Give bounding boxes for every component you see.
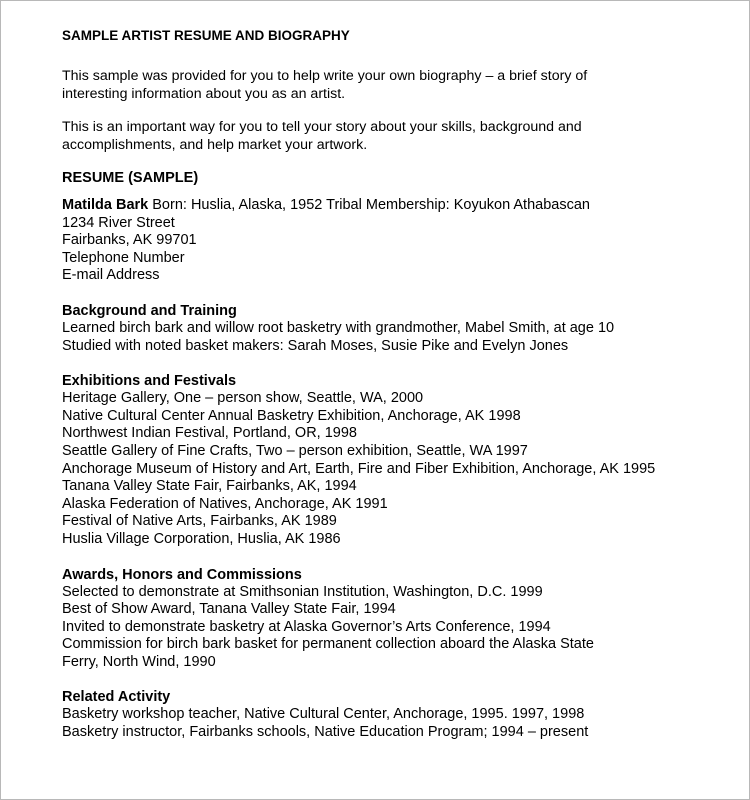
tribal-membership: Tribal Membership: Koyukon Athabascan [326, 197, 590, 213]
list-item: Seattle Gallery of Fine Crafts, Two – person exhibition, Seattle, WA 1997 [62, 442, 528, 459]
list-item: Studied with noted basket makers: Sarah Moses, Susie Pike and Evelyn Jones [62, 337, 569, 354]
list-item: Native Cultural Center Annual Basketry Exhibition, Anchorage, AK 1998 [62, 407, 521, 424]
intro-paragraph: This sample was provided for you to help write your own biography – a brief story of interesting information about you as an artist. [62, 68, 588, 102]
section-heading: Awards, Honors and Commissions [62, 566, 302, 583]
list-item: Festival of Native Arts, Fairbanks, AK 1989 [62, 513, 337, 530]
list-item: Northwest Indian Festival, Portland, OR, 1998 [62, 425, 357, 442]
city-address: Fairbanks, AK 99701 [62, 232, 197, 249]
intro-section [62, 67, 742, 154]
list-item: Anchorage Museum of History and Art, Earth, Fire and Fiber Exhibition, Anchorage, AK 1995 [62, 460, 656, 477]
list-item: Best of Show Award, Tanana Valley State Fair, 1994 [62, 601, 396, 618]
document-title: SAMPLE ARTIST RESUME AND BIOGRAPHY [62, 28, 350, 43]
resume-document [62, 27, 742, 759]
section-heading: Related Activity [62, 689, 171, 706]
list-item: Learned birch bark and willow root basketry with grandmother, Mabel Smith, at age 10 [62, 319, 615, 336]
contact-block [62, 197, 742, 285]
list-item: Invited to demonstrate basketry at Alaska Governor’s Arts Conference, 1994 [62, 618, 551, 635]
related-section [62, 688, 742, 741]
street-address: 1234 River Street [62, 214, 175, 231]
section-heading: Exhibitions and Festivals [62, 373, 237, 390]
email: E-mail Address [62, 267, 160, 284]
exhibitions-section [62, 372, 742, 548]
born-info: Born: Huslia, Alaska, 1952 [152, 197, 323, 213]
list-item: Basketry workshop teacher, Native Cultural Center, Anchorage, 1995. 1997, 1998 [62, 706, 585, 723]
artist-name: Matilda Bark [62, 197, 149, 213]
list-item: Selected to demonstrate at Smithsonian Institution, Washington, D.C. 1999 [62, 583, 543, 600]
intro-paragraph: This is an important way for you to tell your story about your skills, background and accomplishments, and help market your artwork. [62, 119, 582, 153]
list-item: Tanana Valley State Fair, Fairbanks, AK, 1994 [62, 478, 357, 495]
list-item: Heritage Gallery, One – person show, Seattle, WA, 2000 [62, 390, 424, 407]
list-item: Huslia Village Corporation, Huslia, AK 1986 [62, 530, 341, 547]
section-heading: Background and Training [62, 302, 237, 319]
awards-section [62, 566, 742, 672]
list-item: Alaska Federation of Natives, Anchorage, AK 1991 [62, 495, 388, 512]
background-section [62, 302, 742, 355]
name-line [62, 197, 742, 215]
resume-heading: RESUME (SAMPLE) [62, 170, 199, 186]
telephone: Telephone Number [62, 249, 185, 266]
list-item: Basketry instructor, Fairbanks schools, Native Education Program; 1994 – present [62, 724, 589, 741]
list-item: Commission for birch bark basket for permanent collection aboard the Alaska State Ferry, North Wind, 1990 [62, 636, 594, 670]
